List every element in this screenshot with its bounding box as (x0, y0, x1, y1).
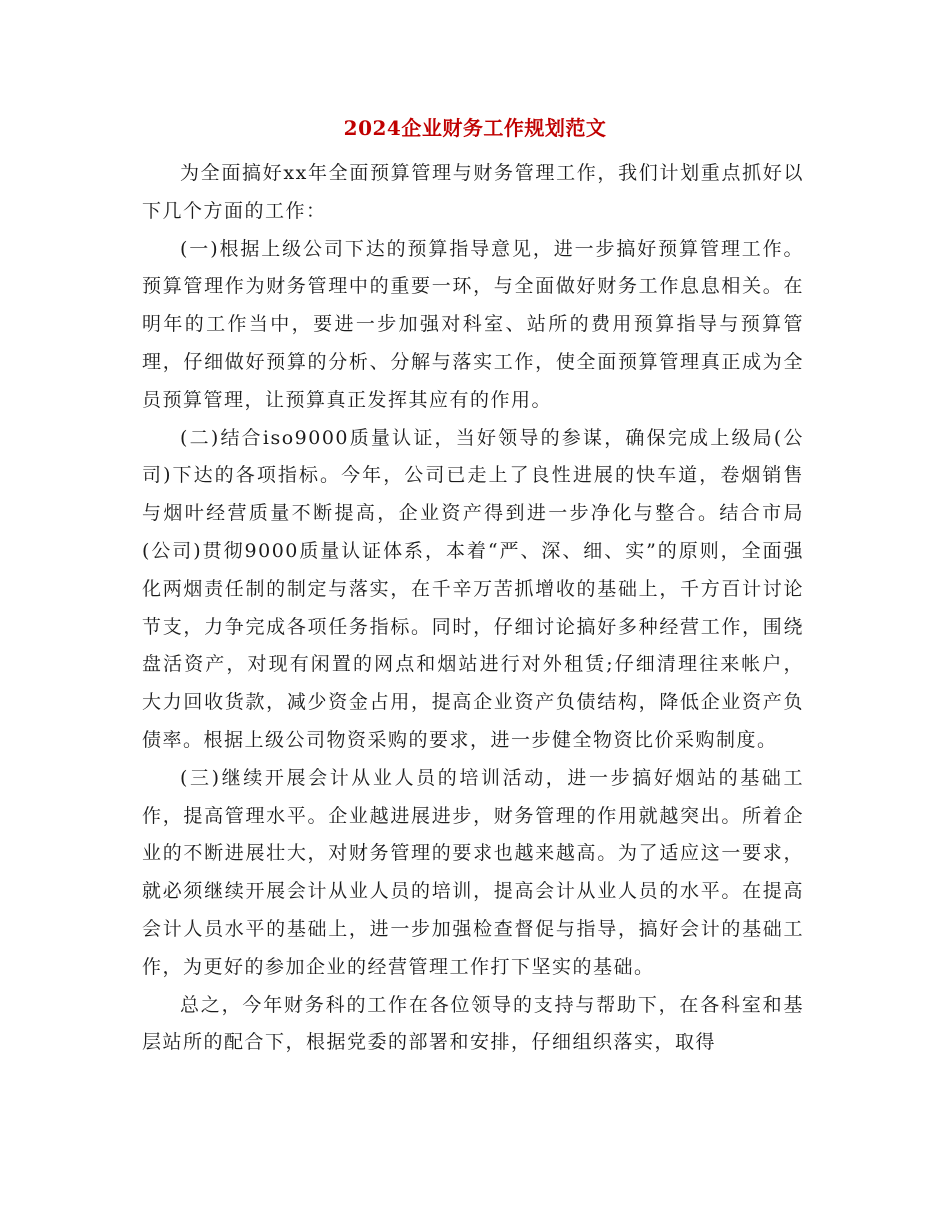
paragraph-intro: 为全面搞好xx年全面预算管理与财务管理工作，我们计划重点抓好以下几个方面的工作： (142, 162, 804, 222)
document-title: 2024企业财务工作规划范文 (343, 116, 607, 140)
paragraph-summary: 总之，今年财务科的工作在各位领导的支持与帮助下，在各科室和基层站所的配合下，根据党委的部署和安排，仔细组织落实，取得 (142, 993, 804, 1054)
document-body (142, 155, 804, 1062)
paragraph-section-1: (一)根据上级公司下达的预算指导意见，进一步搞好预算管理工作。预算管理作为财务管理中的重要一环，与全面做好财务工作息息相关。在明年的工作当中，要进一步加强对科室、站所的费用预算指导与预算管理，仔细做好预算的分析、分解与落实工作，使全面预算管理真正成为全员预算管理，让预算真正发挥其应有的作用。 (142, 237, 804, 411)
paragraph-section-2: (二)结合iso9000质量认证，当好领导的参谋，确保完成上级局(公司)下达的各项指标。今年，公司已走上了良性进展的快车道，卷烟销售与烟叶经营质量不断提高，企业资产得到进一步净化与整合。结合市局(公司)贯彻9000质量认证体系，本着“严、深、细、实”的原则，全面强化两烟责任制的制定与落实，在千辛万苦抓增收的基础上，千方百计讨论节支，力争完成各项任务指标。同时，仔细讨论搞好多种经营工作，围绕盘活资产，对现有闲置的网点和烟站进行对外租赁;仔细清理往来帐户，大力回收货款，减少资金占用，提高企业资产负债结构，降低企业资产负债率。根据上级公司物资采购的要求，进一步健全物资比价采购制度。 (142, 426, 804, 751)
paragraph-section-3: (三)继续开展会计从业人员的培训活动，进一步搞好烟站的基础工作，提高管理水平。企业越进展进步，财务管理的作用就越突出。所着企业的不断进展壮大，对财务管理的要求也越来越高。为了适应这一要求，就必须继续开展会计从业人员的培训，提高会计从业人员的水平。在提高会计人员水平的基础上，进一步加强检查督促与指导，搞好会计的基础工作，为更好的参加企业的经营管理工作打下坚实的基础。 (142, 766, 804, 978)
